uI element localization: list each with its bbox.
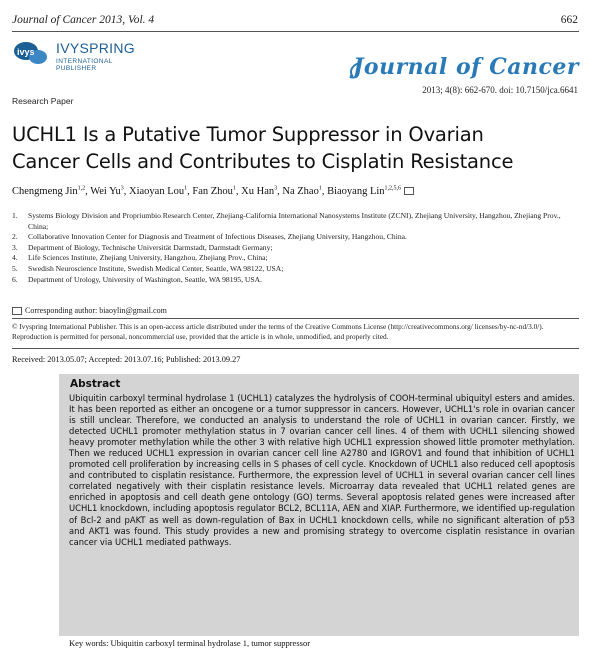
author: Xu Han$^3$,: [241, 185, 283, 197]
author: Chengmeng Jin$^{1,2}$,: [12, 185, 91, 197]
ivyspring-leaf-icon: [12, 38, 52, 72]
affiliation-list: [12, 211, 577, 285]
author: Fan Zhou$^1$,: [192, 185, 242, 197]
svg-text:ivys: ivys: [17, 47, 35, 57]
dates-rule: [12, 348, 579, 349]
abstract-text: Ubiquitin carboxyl terminal hydrolase 1 (UCHL1) catalyzes the hydrolysis of COOH-terminal ubiquityl esters and amides. It has been reported as either an oncogene or a tumor suppressor in cancers. However, UCHL1's role in ovarian cancer is still unclear. Therefore, we conducted an analysis to understand the role of UCHL1 in ovarian cancer. Firstly, we detected UCHL1 promoter methylation status in 7 ovarian cancer cell lines. 4 of them with UCHL1 silencing showed heavy promoter methylation while the other 3 with relative high UCHL1 expression showed little promoter methylation. Then we reduced UCHL1 expression in ovarian cancer cell line A2780 and IGROV1 and found that inhibition of UCHL1 promoted cell proliferation by increasing cells in S phases of cell cycle. Knockdown of UCHL1 also reduced cell apoptosis and contributed to cisplatin resistance. Furthermore, the expression level of UCHL1 in several ovarian cancer cell lines correlated negatively with their cisplatin resistance levels. Microarray data revealed that UCHL1 related genes are enriched in apoptosis and cell death gene ontology (GO) terms. Several apoptosis related genes were increased after UCHL1 knockdown, including apoptosis regulator BCL2, BCL11A, AEN and XIAP. Furthermore, we identified up-regulation of Bcl-2 and pAKT as well as down-regulation of Bax in UCHL1 knockdown cells, while no significant alteration of p53 and AKT1 was found. This study provides a new and promising strategy to overcome cisplatin resistance in ovarian cancer via UCHL1 mediated pathways.: [69, 393, 575, 547]
affiliation-item: 4. Life Sciences Institute, Zhejiang University, Hangzhou, Zhejiang Prov., China;: [12, 253, 268, 263]
running-head: [12, 14, 578, 26]
header-rule: [12, 31, 579, 32]
author: Na Zhao$^1$,: [282, 185, 328, 197]
page-number: 662: [560, 14, 578, 26]
publisher-subtitle: INTERNATIONAL PUBLISHER: [56, 58, 113, 72]
affiliation-item: 6. Department of Urology, University of Washington, Seattle, WA 98195, USA.: [12, 274, 262, 284]
affiliation-item: 3. Department of Biology, Technische Universität Darmstadt, Darmstadt Germany;: [12, 242, 273, 252]
corresponding-email-link[interactable]: Corresponding author: biaoylin@gmail.com: [25, 306, 167, 315]
corresponding-author: [12, 306, 167, 315]
publisher-name: IVYSPRING: [56, 40, 135, 56]
author: Xiaoyan Lou$^1$,: [129, 185, 193, 197]
envelope-icon: [12, 307, 22, 315]
author-list: [12, 185, 577, 197]
journal-name: Journal of Cancer: [353, 54, 579, 80]
affiliation-item: 5. Swedish Neuroscience Institute, Swedish Medical Center, Seattle, WA 98122, USA;: [12, 263, 284, 273]
citation: 2013; 4(8): 662-670. doi: 10.7150/jca.6641: [422, 85, 578, 95]
title-line-2: Cancer Cells and Contributes to Cisplatin Resistance: [12, 150, 514, 173]
keywords: Key words: Ubiquitin carboxyl terminal hydrolase 1, tumor suppressor: [69, 638, 311, 648]
article-title: [12, 121, 572, 175]
publication-dates: Received: 2013.05.07; Accepted: 2013.07.16; Published: 2013.09.27: [12, 355, 241, 364]
journal-masthead: [353, 54, 579, 80]
envelope-icon: [404, 187, 414, 195]
affiliation-item: 1. Systems Biology Division and Propriumbio Research Center, Zhejiang-California International Nanosystems Institute (ZCNI), Zhejiang University, Hangzhou, Zhejiang Prov., China;: [12, 211, 561, 231]
journal-swoosh-icon: [347, 62, 361, 78]
license-rule: [12, 318, 579, 319]
abstract-heading: Abstract: [70, 378, 121, 390]
title-line-1: UCHL1 Is a Putative Tumor Suppressor in Ovarian: [12, 123, 484, 146]
license-statement: © Ivyspring International Publisher. This is an open-access article distributed under the terms of the Creative Commons License (http://creativecommons.org/ licenses/by-nc-nd/3.0/). Reproduction is permitted for personal, noncommercial use, provided that the article is in whole, unmodified, and properly cited.: [12, 322, 544, 341]
author: Biaoyang Lin$^{1,2,5,6}$: [327, 185, 402, 197]
publisher-logo: [12, 38, 135, 72]
article-type: Research Paper: [12, 96, 74, 106]
author: Wei Yu$^3$,: [90, 185, 129, 197]
running-head-text: Journal of Cancer 2013, Vol. 4: [12, 14, 155, 26]
affiliation-item: 2. Collaborative Innovation Center for Diagnosis and Treatment of Infectious Diseases, Zhejiang University, Hangzhou, China.: [12, 232, 407, 242]
